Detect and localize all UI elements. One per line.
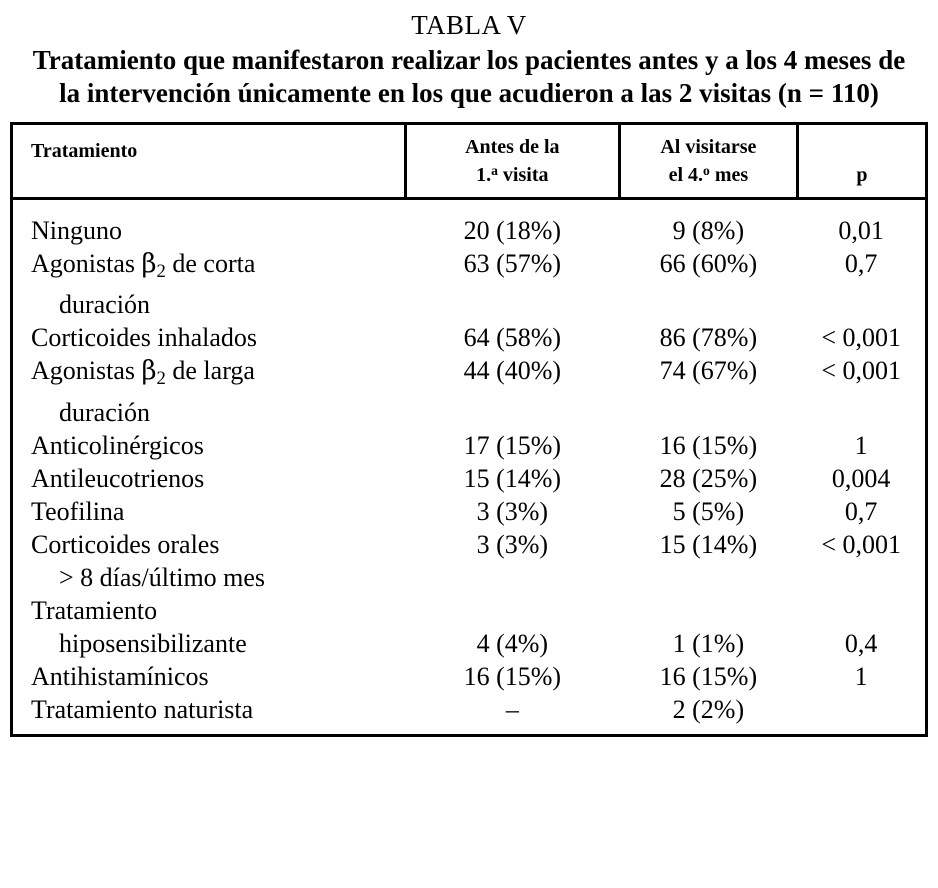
- table-row: [13, 429, 925, 462]
- cell-treatment: [13, 594, 405, 660]
- treatment-line1: Antileucotrienos: [31, 463, 205, 493]
- cell-before: 20 (18%): [463, 216, 562, 246]
- cell-month4: 9 (8%): [672, 216, 745, 246]
- treatment-line1: Agonistas $\beta_2$ de larga: [31, 356, 255, 390]
- column-header-fourth-month: [619, 125, 797, 199]
- header-month4-line1: Al visitarse: [660, 136, 757, 158]
- treatment-line1: Agonistas $\beta_2$ de corta: [31, 249, 256, 283]
- column-header-before-first-visit: [405, 125, 619, 199]
- cell-p: 0,7: [844, 249, 878, 279]
- treatment-line1: Antihistamínicos: [31, 661, 209, 691]
- table-row: [13, 462, 925, 495]
- treatment-line1: Tratamiento naturista: [31, 694, 254, 724]
- treatment-table: [13, 125, 925, 734]
- table-header: [13, 125, 925, 199]
- table-row: [13, 594, 925, 660]
- cell-month4: 16 (15%): [659, 661, 758, 691]
- cell-month4: 66 (60%): [659, 249, 758, 279]
- cell-treatment: [13, 462, 405, 495]
- cell-treatment: [13, 660, 405, 693]
- cell-month4: 28 (25%): [659, 463, 758, 493]
- cell-p: 0,4: [844, 628, 878, 658]
- cell-before: 63 (57%): [463, 249, 562, 279]
- cell-treatment: [13, 199, 405, 248]
- table-row: [13, 495, 925, 528]
- cell-month4: 2 (2%): [672, 694, 745, 724]
- cell-month4: 5 (5%): [672, 496, 745, 526]
- header-month4-line2: el 4.$^o$ mes: [668, 163, 749, 187]
- cell-treatment: [13, 321, 405, 354]
- cell-before: 16 (15%): [463, 661, 562, 691]
- cell-month4: 74 (67%): [659, 356, 758, 386]
- table-body: [13, 199, 925, 734]
- spacer-cell: [797, 726, 925, 734]
- table-container: [10, 122, 928, 737]
- cell-before: 3 (3%): [476, 529, 549, 559]
- cell-p: < 0,001: [821, 323, 901, 353]
- treatment-line1: Tratamiento: [31, 595, 158, 625]
- cell-month4: 86 (78%): [659, 323, 758, 353]
- cell-before: –: [505, 694, 519, 724]
- cell-p: < 0,001: [821, 356, 901, 386]
- column-header-p-value: p: [797, 125, 925, 199]
- table-row: [13, 528, 925, 594]
- cell-p: 1: [854, 661, 868, 691]
- column-header-treatment: Tratamiento: [13, 125, 405, 199]
- spacer-cell: [13, 726, 405, 734]
- cell-p: 1: [854, 430, 868, 460]
- cell-month4: 1 (1%): [672, 628, 745, 658]
- cell-p: [797, 693, 925, 726]
- table-row: [13, 693, 925, 726]
- header-before-line1: Antes de la: [465, 136, 560, 158]
- cell-treatment: [13, 354, 405, 428]
- treatment-line2: duración: [59, 397, 150, 427]
- cell-p: 0,7: [844, 496, 878, 526]
- header-before-line2: 1.$^a$ visita: [476, 163, 549, 187]
- table-number: TABLA V: [411, 10, 527, 40]
- treatment-line2: hiposensibilizante: [59, 628, 247, 658]
- table-row: [13, 354, 925, 428]
- cell-before: 64 (58%): [463, 323, 562, 353]
- treatment-line1: Anticolinérgicos: [31, 430, 204, 460]
- cell-before: 4 (4%): [476, 628, 549, 658]
- treatment-line1: Ninguno: [31, 216, 122, 246]
- treatment-line1: Teofilina: [31, 496, 125, 526]
- cell-before: 3 (3%): [476, 496, 549, 526]
- table-row: [13, 321, 925, 354]
- table-row-spacer: [13, 726, 925, 734]
- cell-treatment: [13, 693, 405, 726]
- cell-before: 17 (15%): [463, 430, 562, 460]
- cell-before: 44 (40%): [463, 356, 562, 386]
- cell-p: 0,01: [838, 216, 884, 246]
- table-row: [13, 660, 925, 693]
- spacer-cell: [619, 726, 797, 734]
- table-title: Tratamiento que manifestaron realizar los pacientes antes y a los 4 meses de la intervención únicamente en los que acudieron a las 2 visitas (n = 110): [32, 45, 906, 108]
- spacer-cell: [405, 726, 619, 734]
- cell-treatment: [13, 495, 405, 528]
- treatment-line1: Corticoides inhalados: [31, 323, 258, 353]
- treatment-line2: duración: [59, 290, 150, 320]
- cell-p: 0,004: [831, 463, 891, 493]
- table-row: [13, 247, 925, 321]
- treatment-line1: Corticoides orales: [31, 529, 220, 559]
- cell-p: < 0,001: [821, 529, 901, 559]
- treatment-line2: > 8 días/último mes: [59, 562, 266, 592]
- cell-treatment: [13, 429, 405, 462]
- cell-treatment: [13, 528, 405, 594]
- cell-treatment: [13, 247, 405, 321]
- cell-before: 15 (14%): [463, 463, 562, 493]
- cell-month4: 15 (14%): [659, 529, 758, 559]
- header-row: [13, 125, 925, 199]
- cell-month4: 16 (15%): [659, 430, 758, 460]
- table-row: [13, 199, 925, 248]
